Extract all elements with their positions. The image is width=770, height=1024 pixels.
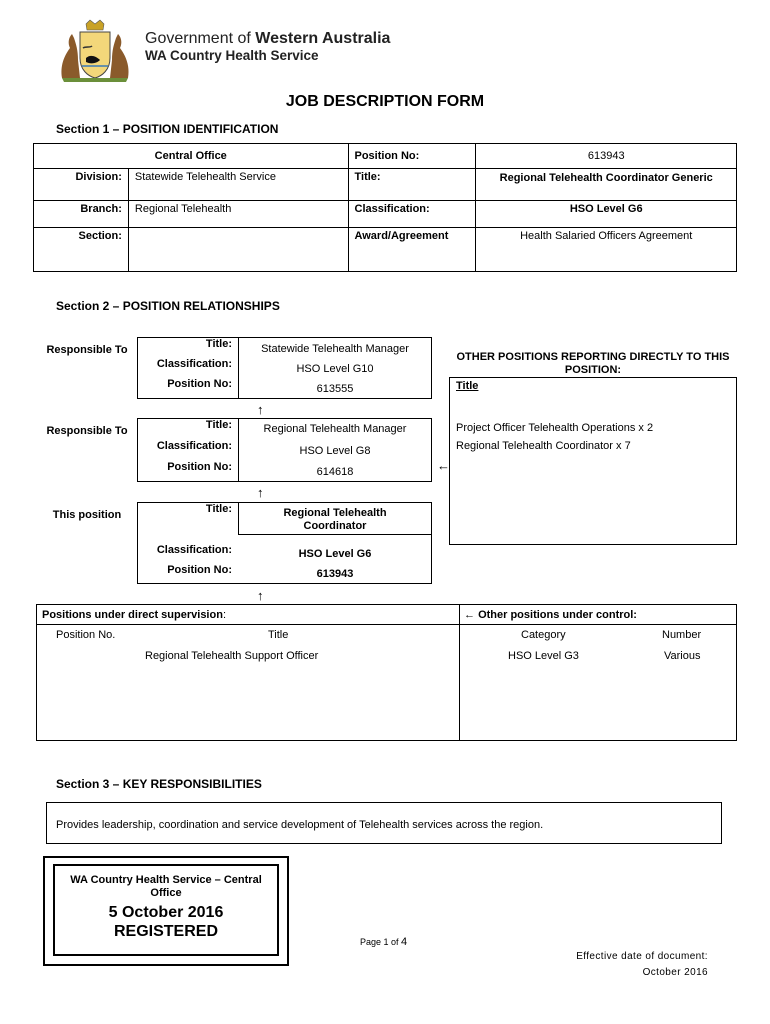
box2-title-label: Title: (205, 419, 232, 431)
supervision-header-line (37, 624, 736, 625)
section2-heading: Section 2 – POSITION RELATIONSHIPS (56, 299, 280, 313)
gov-prefix: Government of (145, 30, 256, 47)
registration-stamp-inner (53, 864, 279, 956)
award-value: Health Salaried Officers Agreement (476, 228, 737, 272)
box3-classification: HSO Level G6 (298, 548, 372, 560)
other-positions-heading: OTHER POSITIONS REPORTING DIRECTLY TO THIS POSITION: (456, 351, 730, 376)
responsible-to-label-2: Responsible To (46, 425, 128, 437)
other-position-item-2: Regional Telehealth Coordinator x 7 (456, 440, 631, 452)
title-value: Regional Telehealth Coordinator Generic (476, 169, 737, 201)
box1-title-label: Title: (205, 338, 232, 350)
office-cell: Central Office (34, 144, 349, 169)
branch-label: Branch: (34, 201, 129, 228)
up-arrow-icon: ↑ (257, 588, 264, 603)
box2-title: Regional Telehealth Manager (263, 423, 407, 435)
classification-value: HSO Level G6 (476, 201, 737, 228)
col-title: Title (268, 629, 289, 641)
box3-position-no: 613943 (316, 568, 354, 580)
direct-supervision-label (42, 609, 226, 621)
section1-heading: Section 1 – POSITION IDENTIFICATION (56, 122, 279, 136)
other-positions-box (449, 377, 737, 545)
other-control-text: Other positions under control: (478, 609, 637, 621)
other-control-label (464, 609, 637, 621)
section-label: Section: (34, 228, 129, 272)
page-number (360, 936, 407, 948)
box1-title: Statewide Telehealth Manager (261, 343, 409, 355)
page-total: 4 (401, 936, 408, 948)
supervised-title: Regional Telehealth Support Officer (145, 650, 319, 662)
position-identification-table (33, 143, 737, 272)
branch-value: Regional Telehealth (128, 201, 348, 228)
effective-date-label: Effective date of document: (576, 951, 708, 962)
classification-label: Classification: (348, 201, 476, 228)
box3-classification-label: Classification: (156, 544, 232, 556)
division-value: Statewide Telehealth Service (128, 169, 348, 201)
col-category: Category (521, 629, 566, 641)
box2-position-no-label: Position No: (167, 461, 232, 473)
other-position-item-1: Project Officer Telehealth Operations x 2 (456, 422, 654, 434)
section3-heading: Section 3 – KEY RESPONSIBILITIES (56, 777, 262, 791)
position-no-value: 613943 (476, 144, 737, 169)
control-category: HSO Level G3 (508, 650, 579, 662)
box1-classification-label: Classification: (156, 358, 232, 370)
title-label: Title: (348, 169, 476, 201)
up-arrow-icon: ↑ (257, 485, 264, 500)
key-responsibilities-text: Provides leadership, coordination and service development of Telehealth services across the region. (56, 819, 544, 831)
direct-supervision-colon: : (222, 609, 226, 621)
gov-heading (145, 30, 390, 48)
col-position-no: Position No. (56, 629, 116, 641)
col-number: Number (662, 629, 702, 641)
control-number: Various (664, 650, 701, 662)
box1-classification: HSO Level G10 (296, 363, 374, 375)
box1-position-no: 613555 (316, 383, 354, 395)
division-label: Division: (34, 169, 129, 201)
page-title: JOB DESCRIPTION FORM (285, 93, 485, 110)
this-position-label: This position (52, 509, 122, 521)
direct-supervision-text: Positions under direct supervision (42, 609, 223, 621)
left-arrow-icon: ← (437, 458, 450, 473)
stamp-date: 5 October 2016 (108, 904, 224, 921)
box2-classification-label: Classification: (156, 440, 232, 452)
supervision-divider (459, 605, 460, 740)
box3-title: Regional Telehealth Coordinator (283, 507, 387, 532)
other-positions-title-col: Title (456, 380, 479, 392)
box3-position-no-label: Position No: (167, 564, 232, 576)
up-arrow-icon: ↑ (257, 402, 264, 417)
stamp-org: WA Country Health Service – Central Office (70, 874, 262, 899)
position-no-label: Position No: (348, 144, 476, 169)
supervision-table (36, 604, 737, 741)
award-label: Award/Agreement (348, 228, 476, 272)
effective-date-value: October 2016 (642, 967, 708, 978)
section-value (128, 228, 348, 272)
box3-title-label: Title: (205, 503, 232, 515)
box2-classification: HSO Level G8 (299, 445, 371, 457)
responsible-to-label-1: Responsible To (46, 344, 128, 356)
wa-crest-logo (56, 18, 134, 84)
box2-position-no: 614618 (316, 466, 354, 478)
left-arrow-icon: ← (464, 609, 479, 621)
page-prefix: Page 1 of (360, 937, 402, 947)
gov-name: Western Australia (255, 30, 391, 47)
stamp-status: REGISTERED (113, 923, 218, 940)
box1-position-no-label: Position No: (167, 378, 232, 390)
service-name: WA Country Health Service (145, 48, 319, 63)
